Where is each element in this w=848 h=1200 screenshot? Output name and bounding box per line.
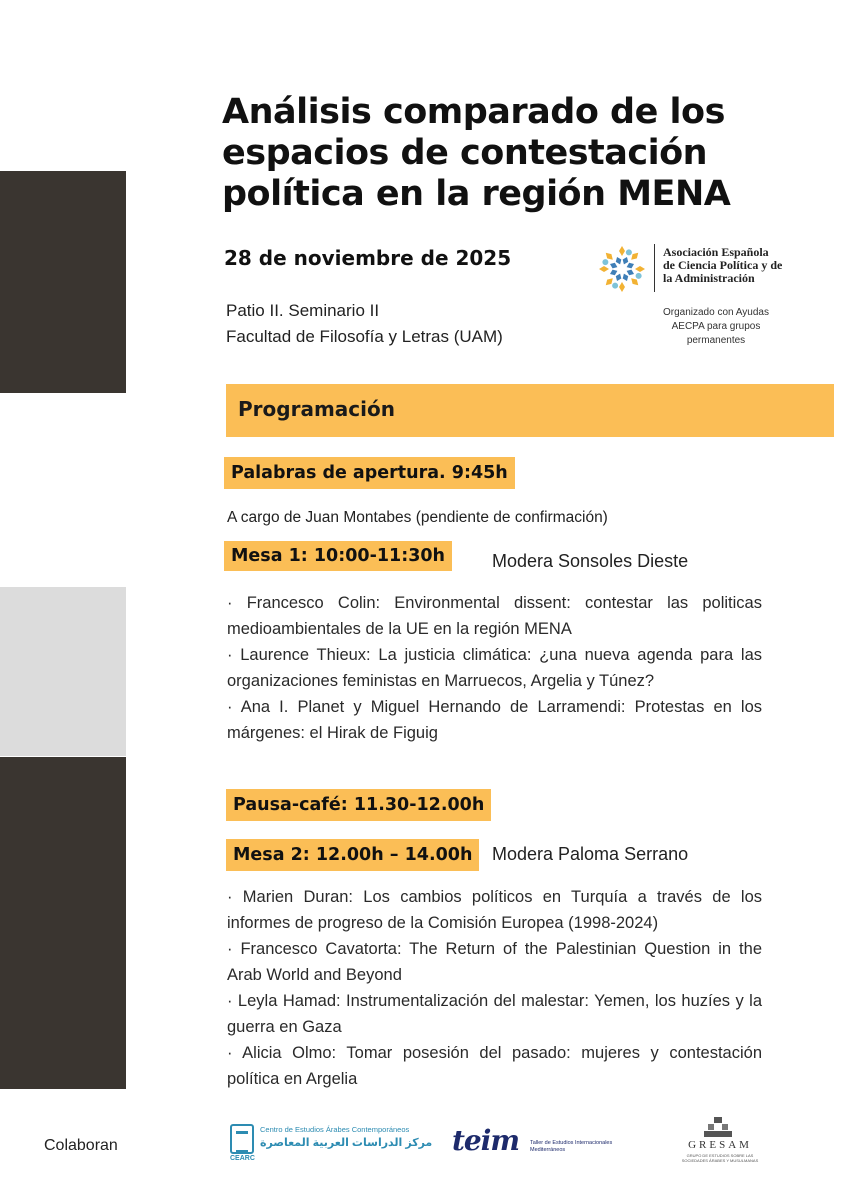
panel-2-label: Mesa 2: 12.00h – 14.00h bbox=[226, 839, 479, 871]
talk-item: · Leyla Hamad: Instrumentalización del malestar: Yemen, los huzíes y la guerra en Gaza bbox=[227, 992, 762, 1036]
opening-session-note: A cargo de Juan Montabes (pendiente de confirmación) bbox=[227, 509, 608, 526]
cearc-acronym: CEARC bbox=[230, 1155, 255, 1162]
cearc-logo bbox=[230, 1124, 433, 1166]
opening-session-label: Palabras de apertura. 9:45h bbox=[224, 457, 515, 489]
aecpa-name-line-3: la Administración bbox=[663, 271, 755, 285]
aecpa-divider bbox=[654, 244, 655, 292]
aecpa-logo-block bbox=[597, 242, 797, 298]
teim-wordmark: teim bbox=[452, 1124, 520, 1157]
panel-1-moderator: Modera Sonsoles Dieste bbox=[492, 551, 689, 571]
coffee-break-label: Pausa-café: 11.30-12.00h bbox=[226, 789, 491, 821]
aecpa-emblem-icon bbox=[597, 244, 647, 294]
event-date: 28 de noviembre de 2025 bbox=[224, 246, 512, 270]
aecpa-note-line-2: AECPA para grupos bbox=[671, 321, 761, 332]
aecpa-name-line-1: Asociación Española bbox=[663, 245, 769, 259]
gresam-wordmark: GRESAM bbox=[688, 1139, 752, 1151]
teim-logo bbox=[452, 1126, 622, 1162]
talk-item: · Francesco Cavatorta: The Return of the Palestinian Question in the Arab World and Beyond bbox=[227, 940, 762, 984]
event-title: Análisis comparado de los espacios de contestación política en la región MENA bbox=[222, 92, 731, 214]
decorative-block-dark-bottom bbox=[0, 757, 126, 1089]
panel-2-talks bbox=[227, 884, 762, 1092]
venue-line-1: Patio II. Seminario II bbox=[226, 301, 380, 320]
panel-1-label: Mesa 1: 10:00-11:30h bbox=[224, 541, 452, 571]
cearc-name-es: Centro de Estudios Árabes Contemporáneos bbox=[260, 1125, 410, 1134]
aecpa-note-line-1: Organizado con Ayudas bbox=[662, 307, 769, 318]
gresam-emblem-icon bbox=[704, 1117, 732, 1139]
panel-2-moderator: Modera Paloma Serrano bbox=[492, 844, 689, 864]
talk-item: · Ana I. Planet y Miguel Hernando de Larramendi: Protestas en los márgenes: el Hirak de Figuig bbox=[227, 698, 762, 742]
gresam-logo bbox=[680, 1117, 760, 1169]
cearc-name-ar: مركز الدراسات العربية المعاصرة bbox=[260, 1137, 433, 1149]
gresam-subtitle: GRUPO DE ESTUDIOS SOBRE LAS SOCIEDADES ÁRABES Y MUSULMANAS bbox=[681, 1153, 759, 1163]
decorative-block-grey bbox=[0, 587, 126, 756]
program-section-header bbox=[226, 384, 834, 437]
talk-item: · Alicia Olmo: Tomar posesión del pasado: mujeres y contestación política en Argelia bbox=[227, 1044, 762, 1088]
aecpa-funding-note bbox=[636, 306, 796, 348]
event-venue bbox=[226, 298, 503, 350]
decorative-block-dark-top bbox=[0, 171, 126, 393]
aecpa-name-line-2: de Ciencia Política y de bbox=[663, 258, 783, 272]
venue-line-2: Facultad de Filosofía y Letras (UAM) bbox=[226, 327, 503, 346]
collaborators-label: Colaboran bbox=[44, 1137, 118, 1154]
aecpa-name bbox=[663, 246, 803, 285]
panel-1-talks bbox=[227, 590, 762, 746]
teim-subtitle: Taller de Estudios Internacionales Mediterráneos bbox=[530, 1140, 613, 1153]
program-section-title: Programación bbox=[238, 397, 395, 421]
talk-item: · Francesco Colin: Environmental dissent: contestar las politicas medioambientales de la UE en la región MENA bbox=[227, 594, 762, 638]
cearc-emblem-icon bbox=[230, 1124, 254, 1154]
talk-item: · Laurence Thieux: La justicia climática: ¿una nueva agenda para las organizaciones feministas en Marruecos, Argelia y Túnez? bbox=[227, 646, 762, 690]
aecpa-note-line-3: permanentes bbox=[686, 335, 746, 346]
talk-item: · Marien Duran: Los cambios políticos en Turquía a través de los informes de progreso de la Comisión Europea (1998-2024) bbox=[227, 888, 762, 932]
